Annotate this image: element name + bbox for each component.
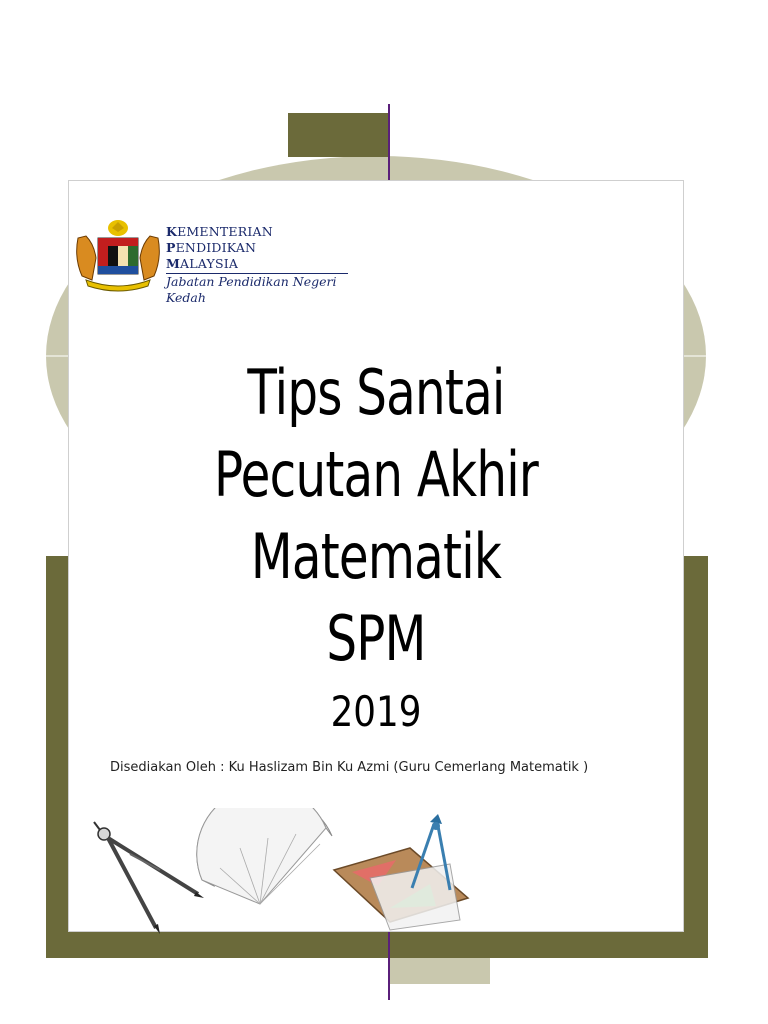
ministry-line-3: MALAYSIA (166, 256, 239, 271)
math-tools-illustration (90, 808, 490, 936)
ministry-line-2: PENDIDIKAN (166, 240, 257, 255)
title-line-1: Tips Santai (247, 356, 505, 429)
title-line-4: SPM (326, 602, 426, 675)
author-credit: Disediakan Oleh : Ku Haslizam Bin Ku Azmi (Guru Cemerlang Matematik ) (110, 760, 589, 775)
title-line-3: Matematik (250, 520, 502, 593)
compass-icon (94, 822, 204, 934)
protractor-icon (197, 808, 332, 904)
title-year: 2019 (330, 687, 422, 736)
cover-title (68, 352, 684, 744)
top-block (288, 113, 390, 157)
drawing-set-icon (334, 814, 468, 930)
bottom-block (390, 958, 490, 984)
ministry-block (166, 224, 356, 306)
ministry-line-1: KEMENTERIAN (166, 224, 273, 239)
crest-icon (72, 218, 164, 294)
title-line-2: Pecutan Akhir (214, 438, 538, 511)
department-name: Jabatan Pendidikan Negeri Kedah (166, 274, 337, 305)
